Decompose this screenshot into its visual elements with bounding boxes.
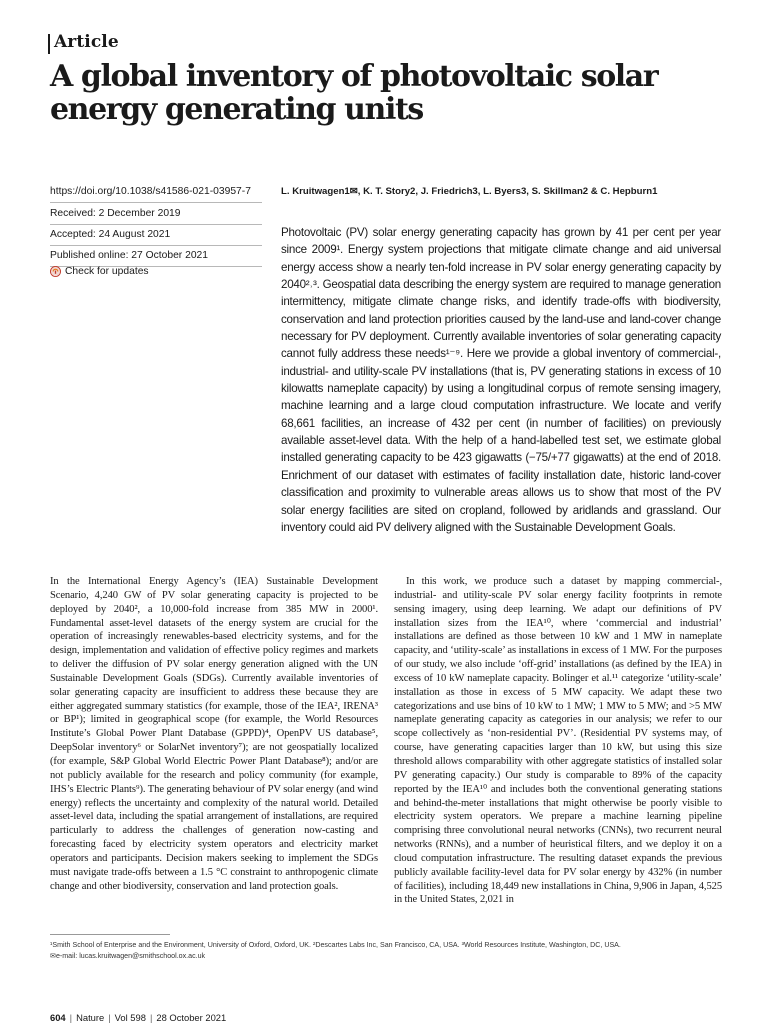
check-updates-button[interactable]: [50, 266, 149, 277]
article-rule: [48, 34, 50, 54]
footnote-divider: [50, 934, 170, 935]
affiliations: ¹Smith School of Enterprise and the Environment, University of Oxford, Oxford, UK. ²Descartes Labs Inc, San Francisco, CA, USA. ³World Resources Institute, Washington, DC, USA.: [50, 941, 621, 949]
footer-separator: |: [108, 1012, 111, 1023]
journal-name: Nature: [76, 1012, 105, 1023]
volume: Vol 598: [114, 1012, 146, 1023]
corresponding-email[interactable]: ✉e-mail: lucas.kruitwagen@smithschool.ox.ac.uk: [50, 952, 206, 960]
footnotes: [50, 940, 730, 962]
received-date: Received: 2 December 2019: [50, 204, 262, 225]
abstract: Photovoltaic (PV) solar energy generating capacity has grown by 41 per cent per year since 2009¹. Energy system projections that mitigate climate change and aid universal energy access show a nearly ten-fold increase in PV solar energy generating capacity by 2040²˒³. Geospatial data describing the energy system are required to manage generation intermittency, mitigate climate change risks, and identify trade-offs with biodiversity, conservation and land protection priorities caused by the land-use and land-cover change necessary for PV deployment. Currently available inventories of solar generating capacity cannot fully address these needs¹⁻⁹. Here we provide a global inventory of commercial-, industrial- and utility-scale PV installations (that is, PV generating stations in excess of 10 kilowatts nameplate capacity) by using a longitudinal corpus of remote sensing imagery, machine learning and a large cloud computation infrastructure. We locate and verify 68,661 facilities, an increase of 432 per cent (in number of facilities) on previously available asset-level data. With the help of a hand-labelled test set, we estimate global installed generating capacity to be 423 gigawatts (−75/+77 gigawatts) at the end of 2018. Enrichment of our dataset with estimates of facility installation date, historic land-cover classification and proximity to vulnerable areas allows us to show that most of the PV solar energy facilities are sited on cropland, followed by aridlands and grassland. Our inventory could aid PV delivery aligned with the Sustainable Development Goals.: [281, 226, 721, 534]
check-updates-label[interactable]: Check for updates: [65, 266, 149, 277]
doi-text[interactable]: https://doi.org/10.1038/s41586-021-03957-7: [50, 186, 251, 197]
page-title: A global inventory of photovoltaic solar energy generating units: [50, 59, 658, 127]
issue-date: 28 October 2021: [156, 1012, 227, 1023]
footer-separator: |: [149, 1012, 153, 1023]
body-column-left: In the International Energy Agency’s (IEA) Sustainable Development Scenario, 4,240 GW of PV solar generating capacity is projected to be deployed by 2040², a 10,000-fold increase from 385 MW in 2000¹. Fundamental asset-level datasets of the energy system are crucial for the operation of increasingly renewables-based electricity systems, and for the design, implementation and validation of effective policy regimes and markets to deliver the diffusion of PV solar energy generation aligned with the UN Sustainable Development Goals (SDGs). Currently available inventories of solar generating capacity are insufficient to address these because they are either aggregated summary statistics (for example, those of the IEA², IRENA³ or BP¹); limited in geographical scope (for example, the World Resources Institute’s Global Power Plant Database (GPPD)⁴, OpenPV US database⁵, DeepSolar inventory⁶ or SolarNet inventory⁷); are not geospatially localized (for example, S&P Global World Electric Power Plant Database⁸); and/or are not publicly available for the research and policy community (for example, IHS’s Electric Plants⁹). The generating behaviour of PV solar energy (and wind energy) reflects the uncertainty and complexity of the natural world. Detailed asset-level data, including the spatial arrangement of installations, are required particularly to address the challenges of generation now-casting and forecasting faced by electricity system operators and electricity market operators and participants. Decision makers seeking to implement the SDGs must navigate trade-offs between a 1.5 °C constraint to anthropogenic climate change and other biodiversity, conservation and land protection goals.: [50, 576, 378, 892]
footer-separator: |: [69, 1012, 73, 1023]
doi-link[interactable]: [50, 182, 262, 203]
published-date: Published online: 27 October 2021: [50, 246, 262, 267]
accepted-date: Accepted: 24 August 2021: [50, 225, 262, 246]
page-number: 604: [50, 1012, 66, 1023]
body-column-right: In this work, we produce such a dataset by mapping commercial-, industrial- and utility-scale PV solar energy facility footprints in remote sensing imagery, using deep learning. We adapt our definitions of PV installation sizes from the IEA¹⁰, where ‘commercial and industrial’ installations are defined as those between 10 kW and 1 MW in nameplate capacity, and ‘utility-scale’ as installations in excess of 1 MW. For the purposes of our study, we also include ‘off-grid’ installations (as defined by the IEA) in excess of 10 kW nameplate capacity. Bolinger et al.¹¹ categorize ‘utility-scale’ installation as those in excess of 5 MW capacity. We adapt these two categorizations and use bins of 10 kW to 1 MW; 1 MW to 5 MW; and >5 MW nameplate generating capacity as categories in our analysis; we refer to our scope collectively as ‘non-residential PV’. (Residential PV systems may, of course, have generating capacities larger than 10 kW, but using this size threshold allows comparability with other aggregate statistics of installed solar PV generating capacity.) Our study is comparable to 89% of the capacity reported by the IEA¹⁰ and includes both the conventional generating stations and behind-the-meter installations that might otherwise be poorly visible to electricity system operators. We prepare a machine learning pipeline comprising three convolutional neural networks (CNNs), two recurrent neural networks (RNNs), and a number of heuristical filters, and we deploy it on a cloud computation infrastructure. The resulting dataset expands the previous publicly available facility-level data for PV solar energy by 432% (in number of facilities), including 18,449 new installations in China, 9,906 in Japan, 4,525 in the United States, 2,021 in: [394, 576, 722, 906]
check-updates-icon: [50, 266, 61, 277]
author-list: L. Kruitwagen1✉, K. T. Story2, J. Friedrich3, L. Byers3, S. Skillman2 & C. Hepburn1: [281, 186, 658, 197]
article-type-label: Article: [54, 32, 119, 52]
page-footer: [50, 1012, 226, 1023]
